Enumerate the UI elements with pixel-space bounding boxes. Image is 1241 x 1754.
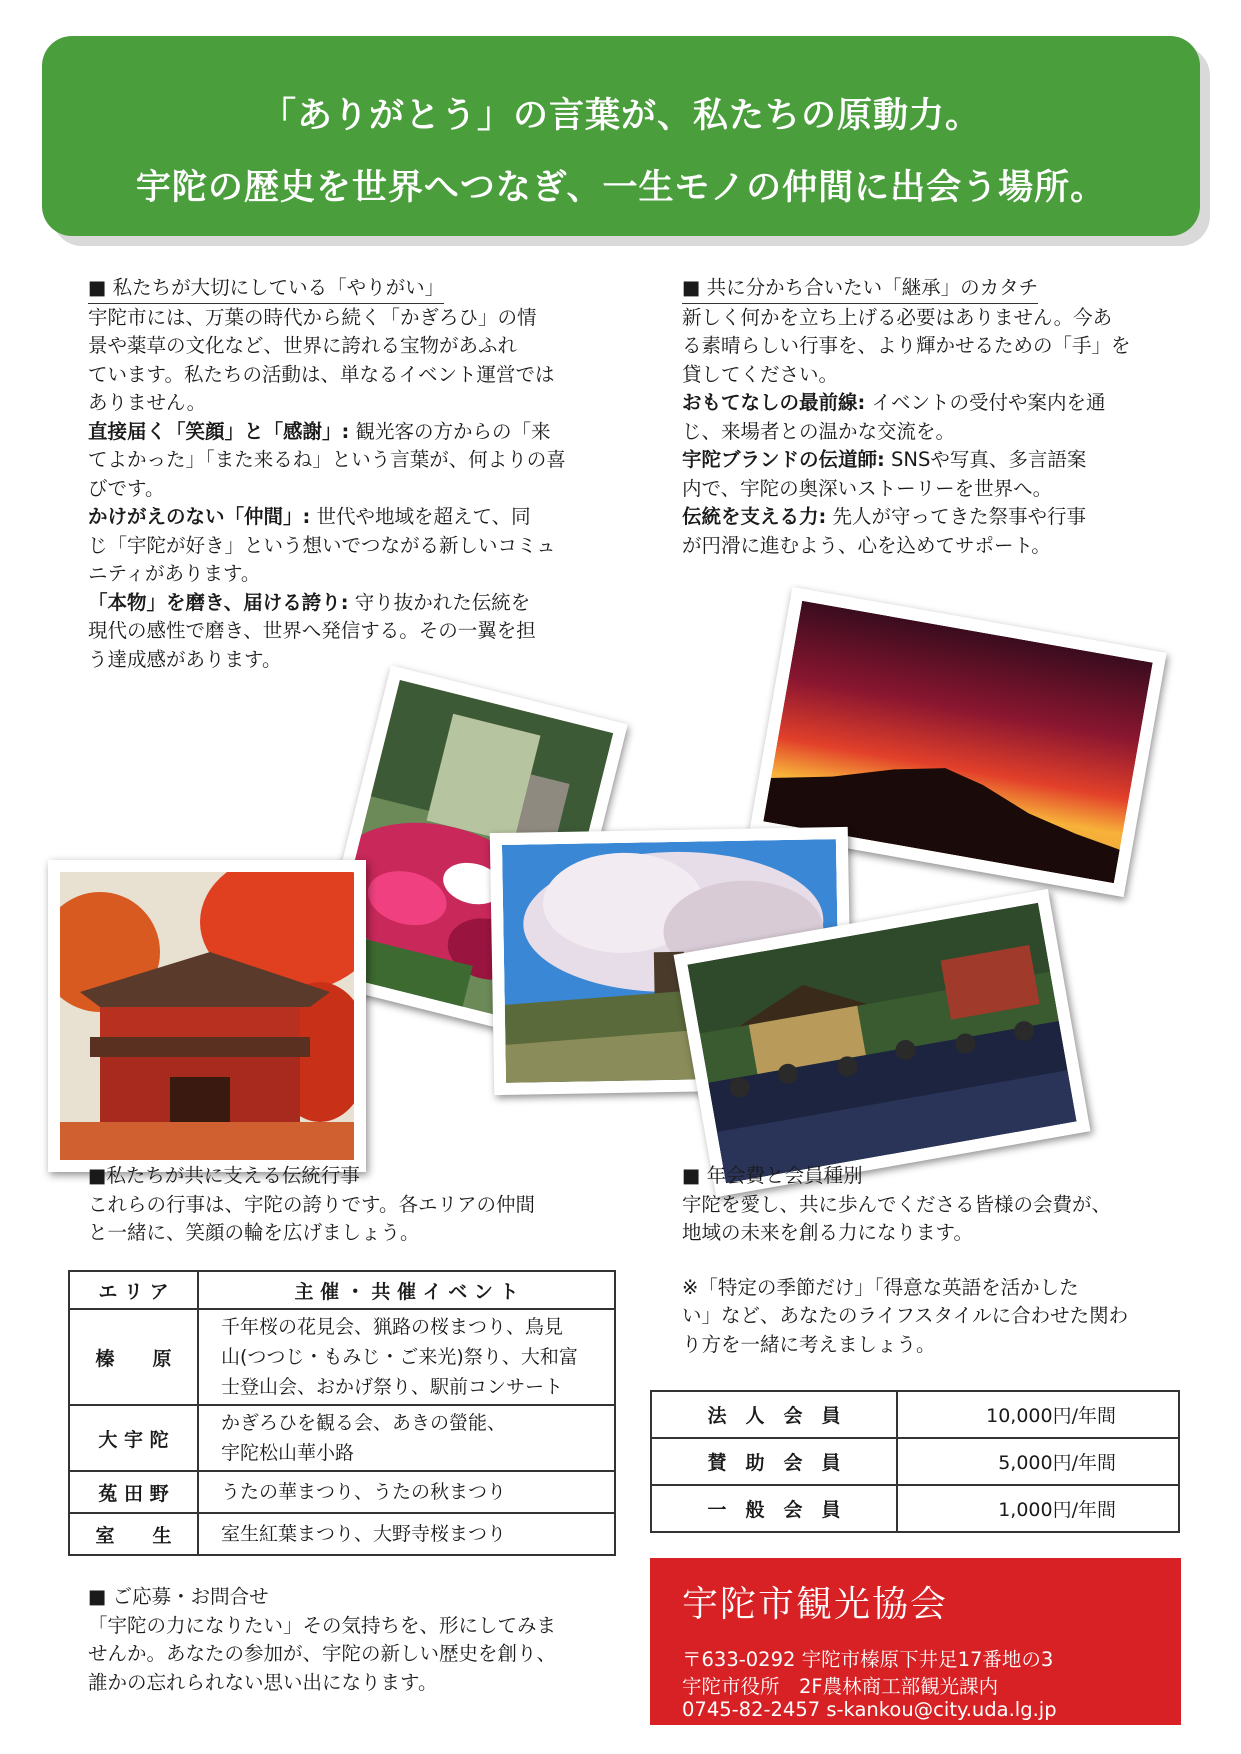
- yarigai-section: [88, 274, 608, 674]
- table-row: [651, 1485, 1179, 1532]
- event-line: 室生紅葉まつり、大野寺桜まつり: [221, 1523, 507, 1545]
- headline-line-2: 宇陀の歴史を世界へつなぎ、一生モノの仲間に出会う場所。: [135, 168, 1107, 208]
- item-label-nakama: かけがえのない「仲間」:: [88, 505, 311, 528]
- item-text: じ「宇陀が好き」という想いでつながる新しいコミュ: [88, 533, 556, 557]
- yarigai-intro-line: ています。私たちの活動は、単なるイベント運営では: [88, 362, 555, 386]
- contact-line: せんか。あなたの参加が、宇陀の新しい歴史を創り、: [88, 1642, 557, 1665]
- area-column-header: エ リ ア: [69, 1271, 198, 1309]
- member-type: 一 般 会 員: [651, 1485, 897, 1532]
- yarigai-heading: ■ 私たちが大切にしている「やりがい」: [88, 274, 444, 304]
- headline-banner: [42, 36, 1200, 236]
- table-header-row: [69, 1271, 615, 1309]
- member-type: 賛 助 会 員: [651, 1438, 897, 1485]
- events-table: [68, 1270, 616, 1556]
- item-text: イベントの受付や案内を通: [865, 391, 1106, 414]
- area-cell: 菟 田 野: [69, 1471, 198, 1513]
- keisho-intro-line: 貸してください。: [682, 362, 839, 386]
- events-heading: ■私たちが共に支える伝統行事: [88, 1164, 360, 1187]
- item-text: じ、来場者との温かな交流を。: [682, 419, 956, 443]
- area-cell: 室 生: [69, 1513, 198, 1555]
- table-row: [651, 1391, 1179, 1438]
- table-row: [69, 1405, 615, 1471]
- association-box: [650, 1558, 1181, 1725]
- item-text: 世代や地域を超えて、同: [310, 505, 531, 528]
- event-line: 士登山会、おかげ祭り、駅前コンサート: [221, 1376, 564, 1398]
- spacer: [682, 1248, 1202, 1274]
- fees-intro-line: 宇陀を愛し、共に歩んでくださる皆様の会費が、: [682, 1192, 1112, 1216]
- table-row: [69, 1471, 615, 1513]
- member-fee: 10,000円/年間: [897, 1391, 1179, 1438]
- keisho-intro-line: る素晴らしい行事を、より輝かせるための「手」を: [682, 334, 1131, 357]
- item-text: びです。: [88, 476, 165, 500]
- yarigai-intro-line: 景や薬草の文化など、世界に誇れる宝物があふれ: [88, 334, 518, 357]
- keisho-section: [682, 274, 1202, 560]
- association-office: 宇陀市役所 2F農林商工部観光課内: [682, 1675, 999, 1698]
- item-text: SNSや写真、多言語案: [884, 448, 1087, 471]
- item-label-honmono: 「本物」を磨き、届ける誇り:: [88, 590, 349, 614]
- yarigai-intro-line: 宇陀市には、万葉の時代から続く「かぎろひ」の情: [88, 305, 537, 329]
- contact-section: [88, 1583, 628, 1697]
- contact-heading: ■ ご応募・お問合せ: [88, 1585, 269, 1608]
- events-section: [88, 1162, 628, 1248]
- event-cell: [198, 1513, 615, 1555]
- member-fee: 5,000円/年間: [897, 1438, 1179, 1485]
- fees-note-line: り方を一緒に考えましょう。: [682, 1332, 936, 1356]
- membership-fee-table: [650, 1390, 1180, 1533]
- item-label-dento: 伝統を支える力:: [682, 505, 827, 528]
- association-name: 宇陀市観光協会: [682, 1584, 949, 1625]
- event-cell: [198, 1309, 615, 1405]
- fees-note-line: い」など、あなたのライフスタイルに合わせた関わ: [682, 1304, 1129, 1327]
- events-intro-line: と一緒に、笑顔の輪を広げましょう。: [88, 1221, 420, 1244]
- item-text: 現代の感性で磨き、世界へ発信する。その一翼を担: [88, 619, 536, 642]
- event-cell: [198, 1471, 615, 1513]
- fees-heading: ■ 年会費と会員種別: [682, 1164, 863, 1187]
- keisho-intro-line: 新しく何かを立ち上げる必要はありません。今あ: [682, 305, 1113, 329]
- table-row: [651, 1438, 1179, 1485]
- member-type: 法 人 会 員: [651, 1391, 897, 1438]
- table-row: [69, 1513, 615, 1555]
- item-label-brand: 宇陀ブランドの伝道師:: [682, 448, 885, 471]
- fees-note-line: ※「特定の季節だけ」「得意な英語を活かした: [682, 1275, 1079, 1299]
- association-address: 〒633-0292 宇陀市榛原下井足17番地の3: [682, 1648, 1054, 1671]
- item-text: が円滑に進むよう、心を込めてサポート。: [682, 533, 1051, 557]
- item-label-smile: 直接届く「笑顔」と「感謝」:: [88, 419, 350, 443]
- event-line: 宇陀松山華小路: [221, 1442, 355, 1464]
- event-line: 山(つつじ・もみじ・ご来光)祭り、大和富: [221, 1346, 578, 1368]
- item-text: 内で、宇陀の奥深いストーリーを世界へ。: [682, 476, 1053, 500]
- area-cell: 榛 原: [69, 1309, 198, 1405]
- area-cell: 大 宇 陀: [69, 1405, 198, 1471]
- event-line: かぎろひを観る会、あきの螢能、: [221, 1412, 507, 1434]
- event-line: 千年桜の花見会、猟路の桜まつり、鳥見: [221, 1316, 564, 1338]
- fees-section: [682, 1162, 1202, 1359]
- item-text: う達成感があります。: [88, 647, 282, 671]
- table-row: [69, 1309, 615, 1405]
- photo-autumn-gate: [48, 860, 366, 1172]
- item-text: 先人が守ってきた祭事や行事: [826, 505, 1087, 528]
- fees-intro-line: 地域の未来を創る力になります。: [682, 1221, 973, 1244]
- event-line: うたの華まつり、うたの秋まつり: [221, 1481, 507, 1503]
- contact-line: 誰かの忘れられない思い出になります。: [88, 1670, 438, 1694]
- event-cell: [198, 1405, 615, 1471]
- item-text: 守り抜かれた伝統を: [348, 590, 531, 614]
- keisho-heading: ■ 共に分かち合いたい「継承」のカタチ: [682, 274, 1038, 304]
- member-fee: 1,000円/年間: [897, 1485, 1179, 1532]
- item-text: てよかった」「また来るね」という言葉が、何よりの喜: [88, 448, 566, 471]
- item-text: ニティがあります。: [88, 562, 261, 585]
- item-label-omotenashi: おもてなしの最前線:: [682, 391, 866, 414]
- yarigai-intro-line: ありません。: [88, 391, 207, 414]
- event-column-header: 主 催 ・ 共 催 イ ベ ン ト: [198, 1271, 615, 1309]
- contact-line: 「宇陀の力になりたい」その気持ちを、形にしてみま: [88, 1613, 557, 1637]
- headline-line-1: 「ありがとう」の言葉が、私たちの原動力。: [260, 96, 981, 136]
- item-text: 観光客の方からの「来: [349, 419, 551, 443]
- events-intro-line: これらの行事は、宇陀の誇りです。各エリアの仲間: [88, 1192, 535, 1216]
- association-phone-email[interactable]: 0745-82-2457 s-kankou@city.uda.lg.jp: [682, 1698, 1057, 1721]
